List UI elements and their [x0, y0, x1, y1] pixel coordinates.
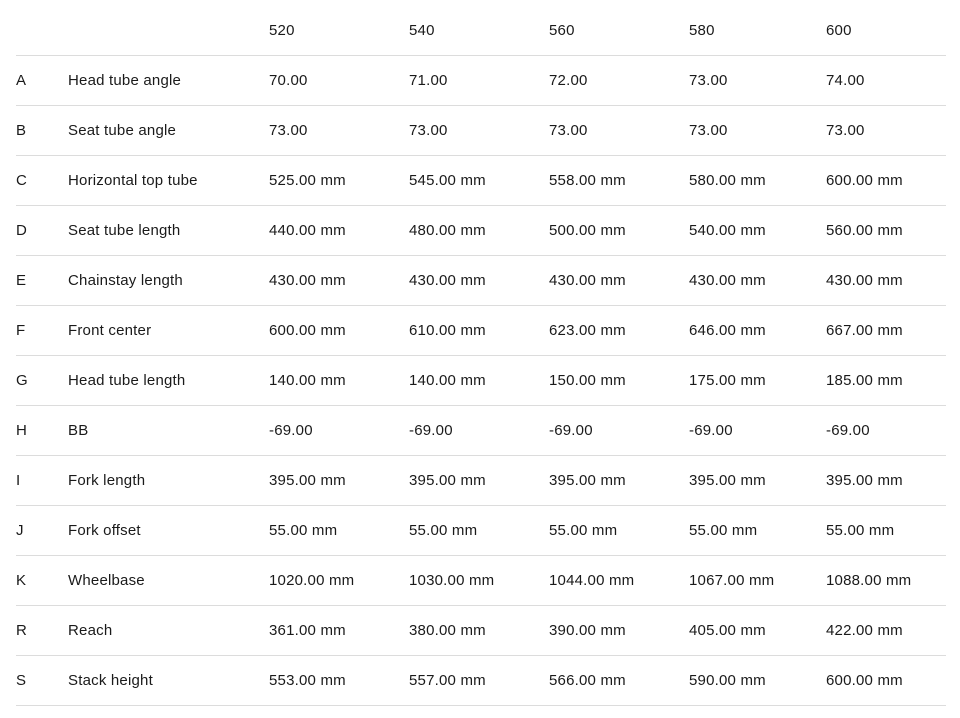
measurement-value: 430.00 mm — [689, 256, 826, 306]
measurement-value: 1088.00 mm — [826, 556, 946, 606]
measurement-name: Seat tube length — [68, 206, 269, 256]
measurement-value: 440.00 mm — [269, 206, 409, 256]
measurement-value: 380.00 mm — [409, 606, 549, 656]
measurement-name: Fork offset — [68, 506, 269, 556]
measurement-value: -69.00 — [409, 406, 549, 456]
measurement-value: 540.00 mm — [689, 206, 826, 256]
measurement-name: BB — [68, 406, 269, 456]
measurement-value: -69.00 — [549, 406, 689, 456]
table-row — [16, 406, 946, 456]
measurement-value: 646.00 mm — [689, 306, 826, 356]
measurement-value: 545.00 mm — [409, 156, 549, 206]
measurement-value: 553.00 mm — [269, 656, 409, 706]
measurement-value: 55.00 mm — [549, 506, 689, 556]
measurement-value: 73.00 — [409, 106, 549, 156]
measurement-value: 566.00 mm — [549, 656, 689, 706]
measurement-name: Horizontal top tube — [68, 156, 269, 206]
measurement-name: Head tube length — [68, 356, 269, 406]
measurement-value: 590.00 mm — [689, 656, 826, 706]
measurement-value: 405.00 mm — [689, 606, 826, 656]
header-size-cell: 600 — [826, 6, 946, 56]
measurement-value: 71.00 — [409, 56, 549, 106]
measurement-value: 395.00 mm — [549, 456, 689, 506]
measurement-value: 175.00 mm — [689, 356, 826, 406]
measurement-value: 560.00 mm — [826, 206, 946, 256]
table-row — [16, 306, 946, 356]
table-row — [16, 506, 946, 556]
measurement-value: 140.00 mm — [409, 356, 549, 406]
table-row — [16, 356, 946, 406]
measurement-value: 395.00 mm — [826, 456, 946, 506]
measurement-name: Seat tube angle — [68, 106, 269, 156]
table-row — [16, 206, 946, 256]
table-row — [16, 106, 946, 156]
geometry-table-body — [16, 56, 946, 706]
measurement-letter: E — [16, 256, 68, 306]
measurement-value: 55.00 mm — [689, 506, 826, 556]
measurement-value: 558.00 mm — [549, 156, 689, 206]
geometry-table-header — [16, 6, 946, 56]
measurement-value: 185.00 mm — [826, 356, 946, 406]
measurement-value: 430.00 mm — [826, 256, 946, 306]
header-size-cell: 560 — [549, 6, 689, 56]
measurement-letter: K — [16, 556, 68, 606]
measurement-value: 525.00 mm — [269, 156, 409, 206]
measurement-value: 430.00 mm — [269, 256, 409, 306]
measurement-name: Reach — [68, 606, 269, 656]
measurement-name: Front center — [68, 306, 269, 356]
measurement-value: 623.00 mm — [549, 306, 689, 356]
measurement-value: 600.00 mm — [826, 156, 946, 206]
measurement-value: 667.00 mm — [826, 306, 946, 356]
measurement-value: 395.00 mm — [409, 456, 549, 506]
measurement-value: -69.00 — [826, 406, 946, 456]
header-row — [16, 6, 946, 56]
measurement-value: -69.00 — [689, 406, 826, 456]
table-row — [16, 256, 946, 306]
measurement-letter: C — [16, 156, 68, 206]
measurement-value: 1020.00 mm — [269, 556, 409, 606]
measurement-value: 73.00 — [269, 106, 409, 156]
table-row — [16, 156, 946, 206]
measurement-name: Wheelbase — [68, 556, 269, 606]
measurement-name: Chainstay length — [68, 256, 269, 306]
header-size-cell: 580 — [689, 6, 826, 56]
measurement-name: Fork length — [68, 456, 269, 506]
measurement-letter: J — [16, 506, 68, 556]
measurement-value: 150.00 mm — [549, 356, 689, 406]
measurement-value: 72.00 — [549, 56, 689, 106]
measurement-value: 55.00 mm — [269, 506, 409, 556]
measurement-value: 500.00 mm — [549, 206, 689, 256]
measurement-value: 557.00 mm — [409, 656, 549, 706]
measurement-value: 73.00 — [689, 56, 826, 106]
measurement-letter: A — [16, 56, 68, 106]
measurement-value: 55.00 mm — [409, 506, 549, 556]
measurement-value: 580.00 mm — [689, 156, 826, 206]
measurement-value: 422.00 mm — [826, 606, 946, 656]
measurement-value: 73.00 — [826, 106, 946, 156]
measurement-letter: B — [16, 106, 68, 156]
measurement-value: 1044.00 mm — [549, 556, 689, 606]
measurement-name: Stack height — [68, 656, 269, 706]
table-row — [16, 456, 946, 506]
measurement-letter: H — [16, 406, 68, 456]
header-size-cell: 540 — [409, 6, 549, 56]
measurement-value: 140.00 mm — [269, 356, 409, 406]
measurement-value: -69.00 — [269, 406, 409, 456]
measurement-value: 1030.00 mm — [409, 556, 549, 606]
table-row — [16, 656, 946, 706]
measurement-value: 395.00 mm — [689, 456, 826, 506]
measurement-letter: D — [16, 206, 68, 256]
measurement-value: 480.00 mm — [409, 206, 549, 256]
measurement-value: 70.00 — [269, 56, 409, 106]
measurement-value: 600.00 mm — [826, 656, 946, 706]
measurement-letter: R — [16, 606, 68, 656]
measurement-value: 395.00 mm — [269, 456, 409, 506]
header-size-cell: 520 — [269, 6, 409, 56]
measurement-letter: I — [16, 456, 68, 506]
measurement-letter: G — [16, 356, 68, 406]
measurement-value: 55.00 mm — [826, 506, 946, 556]
measurement-value: 600.00 mm — [269, 306, 409, 356]
measurement-value: 73.00 — [549, 106, 689, 156]
measurement-value: 390.00 mm — [549, 606, 689, 656]
table-row — [16, 556, 946, 606]
header-name-cell — [68, 6, 269, 56]
measurement-name: Head tube angle — [68, 56, 269, 106]
measurement-value: 1067.00 mm — [689, 556, 826, 606]
measurement-value: 74.00 — [826, 56, 946, 106]
geometry-table — [16, 6, 946, 706]
table-row — [16, 606, 946, 656]
measurement-value: 73.00 — [689, 106, 826, 156]
table-row — [16, 56, 946, 106]
measurement-letter: F — [16, 306, 68, 356]
header-letter-cell — [16, 6, 68, 56]
measurement-letter: S — [16, 656, 68, 706]
measurement-value: 430.00 mm — [549, 256, 689, 306]
measurement-value: 430.00 mm — [409, 256, 549, 306]
measurement-value: 361.00 mm — [269, 606, 409, 656]
measurement-value: 610.00 mm — [409, 306, 549, 356]
